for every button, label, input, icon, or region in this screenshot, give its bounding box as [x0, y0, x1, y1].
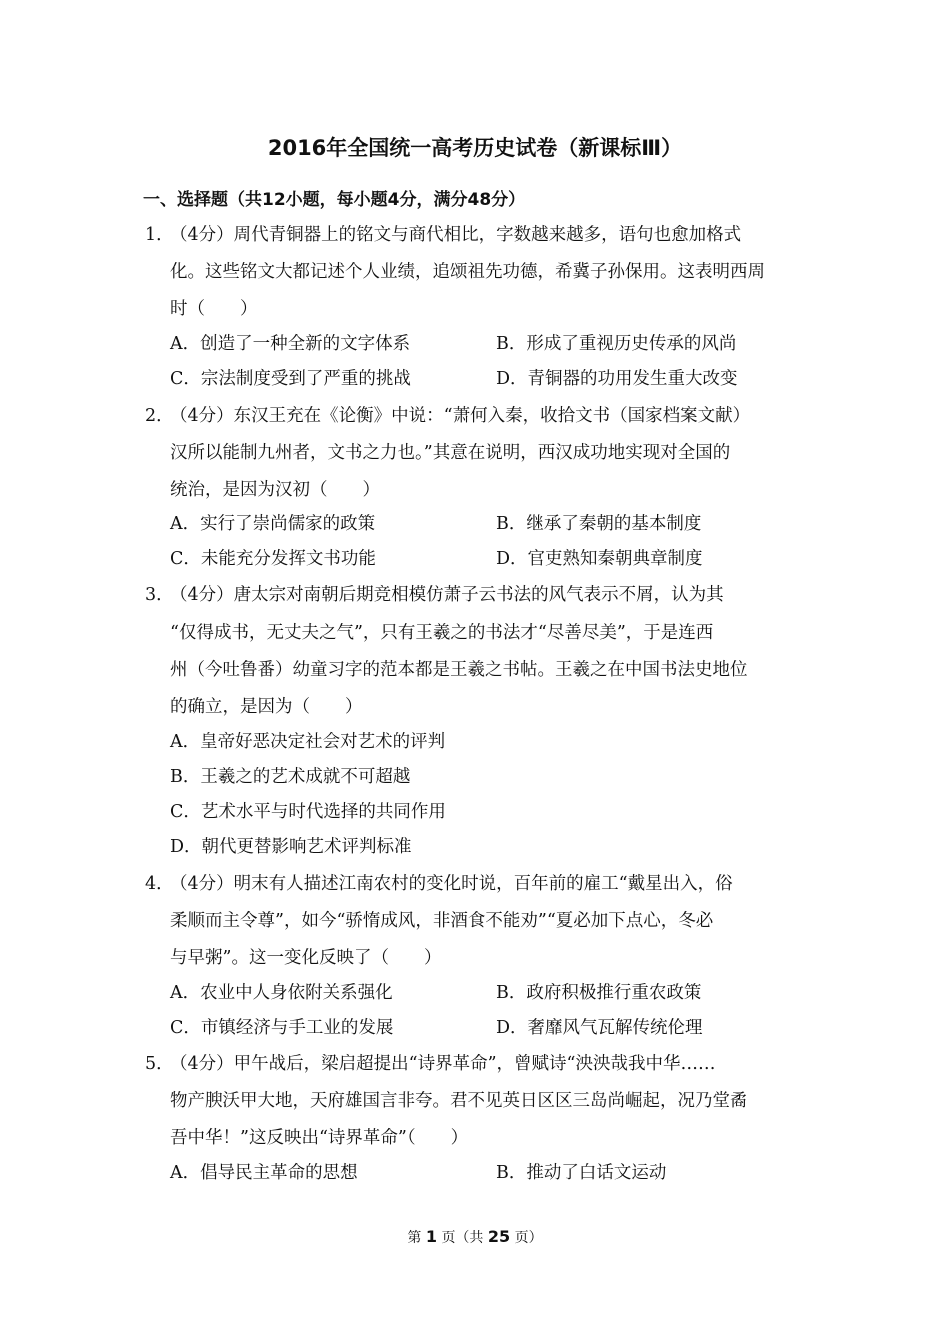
question-4-option-d: D．奢靡风气瓦解传统伦理 — [496, 1018, 703, 1038]
question-3-number: 3． — [145, 585, 174, 605]
page-footer — [0, 1226, 950, 1249]
question-1-stem-line: （4分）周代青铜器上的铭文与商代相比，字数越来越多，语句也愈加格式 — [170, 225, 742, 245]
question-5-option-b: B．推动了白话文运动 — [496, 1163, 667, 1183]
question-2-stem-line: 汉所以能制九州者，文书之力也。”其意在说明，西汉成功地实现对全国的 — [170, 443, 731, 463]
question-1-option-b: B．形成了重视历史传承的风尚 — [496, 334, 737, 354]
question-2-option-b: B．继承了秦朝的基本制度 — [496, 514, 702, 534]
page-title: 2016年全国统一高考历史试卷（新课标Ⅲ） — [267, 136, 683, 160]
question-2-option-a: A．实行了崇尚儒家的政策 — [170, 514, 376, 534]
question-3-stem-line: “仅得成书，无丈夫之气”，只有王羲之的书法才“尽善尽美”，于是连西 — [170, 623, 714, 643]
footer-total-pages: 25 — [487, 1227, 511, 1246]
question-1-stem-line: 化。这些铭文大都记述个人业绩，追颂祖先功德，希冀子孙保用。这表明西周 — [170, 262, 765, 282]
question-3-option-c: C．艺术水平与时代选择的共同作用 — [170, 802, 446, 822]
question-5-stem-line: （4分）甲午战后，梁启超提出“诗界革命”，曾赋诗“泱泱哉我中华…… — [170, 1054, 716, 1074]
question-2-stem-line: （4分）东汉王充在《论衡》中说：“萧何入秦，收拾文书（国家档案文献） — [170, 406, 751, 426]
question-4-option-c: C．市镇经济与手工业的发展 — [170, 1018, 394, 1038]
question-4-number: 4． — [145, 874, 174, 894]
question-3-stem-line: 的确立，是因为（ ） — [170, 697, 363, 717]
question-2-option-d: D．官吏熟知秦朝典章制度 — [496, 549, 703, 569]
footer-prefix: 第 — [407, 1230, 422, 1246]
question-4-option-a: A．农业中人身依附关系强化 — [170, 983, 393, 1003]
section-heading: 一、选择题（共12小题，每小题4分，满分48分） — [143, 190, 526, 210]
footer-suffix: 页） — [514, 1230, 543, 1246]
question-4-option-b: B．政府积极推行重农政策 — [496, 983, 702, 1003]
question-4-stem-line: 柔顺而主令尊”，如今“骄惰成风，非酒食不能劝”“夏必加下点心，冬必 — [170, 911, 714, 931]
question-2-number: 2． — [145, 406, 174, 426]
question-2-option-c: C．未能充分发挥文书功能 — [170, 549, 376, 569]
question-5-number: 5． — [145, 1054, 174, 1074]
question-4-stem-line: （4分）明末有人描述江南农村的变化时说，百年前的雇工“戴星出入，俗 — [170, 874, 733, 894]
question-2-stem-line: 统治，是因为汉初（ ） — [170, 480, 380, 500]
question-3-option-b: B．王羲之的艺术成就不可超越 — [170, 767, 411, 787]
question-1-number: 1． — [145, 225, 174, 245]
question-3-option-a: A．皇帝好恶决定社会对艺术的评判 — [170, 732, 446, 752]
question-5-option-a: A．倡导民主革命的思想 — [170, 1163, 358, 1183]
question-5-stem-line: 物产腴沃甲大地，天府雄国言非夸。君不见英日区区三岛尚崛起，况乃堂矞 — [170, 1091, 748, 1111]
question-1-option-c: C．宗法制度受到了严重的挑战 — [170, 369, 411, 389]
question-3-stem-line: （4分）唐太宗对南朝后期竞相模仿萧子云书法的风气表示不屑，认为其 — [170, 585, 724, 605]
footer-middle: 页（共 — [441, 1230, 484, 1246]
question-3-stem-line: 州（今吐鲁番）幼童习字的范本都是王羲之书帖。王羲之在中国书法史地位 — [170, 660, 748, 680]
question-4-stem-line: 与早粥”。这一变化反映了（ ） — [170, 948, 442, 968]
question-1-option-a: A．创造了一种全新的文字体系 — [170, 334, 411, 354]
question-5-stem-line: 吾中华！”这反映出“诗界革命”（ ） — [170, 1128, 469, 1148]
question-1-stem-line: 时（ ） — [170, 299, 258, 319]
footer-page-number: 1 — [425, 1227, 437, 1246]
question-3-option-d: D．朝代更替影响艺术评判标准 — [170, 837, 412, 857]
question-1-option-d: D．青铜器的功用发生重大改变 — [496, 369, 738, 389]
